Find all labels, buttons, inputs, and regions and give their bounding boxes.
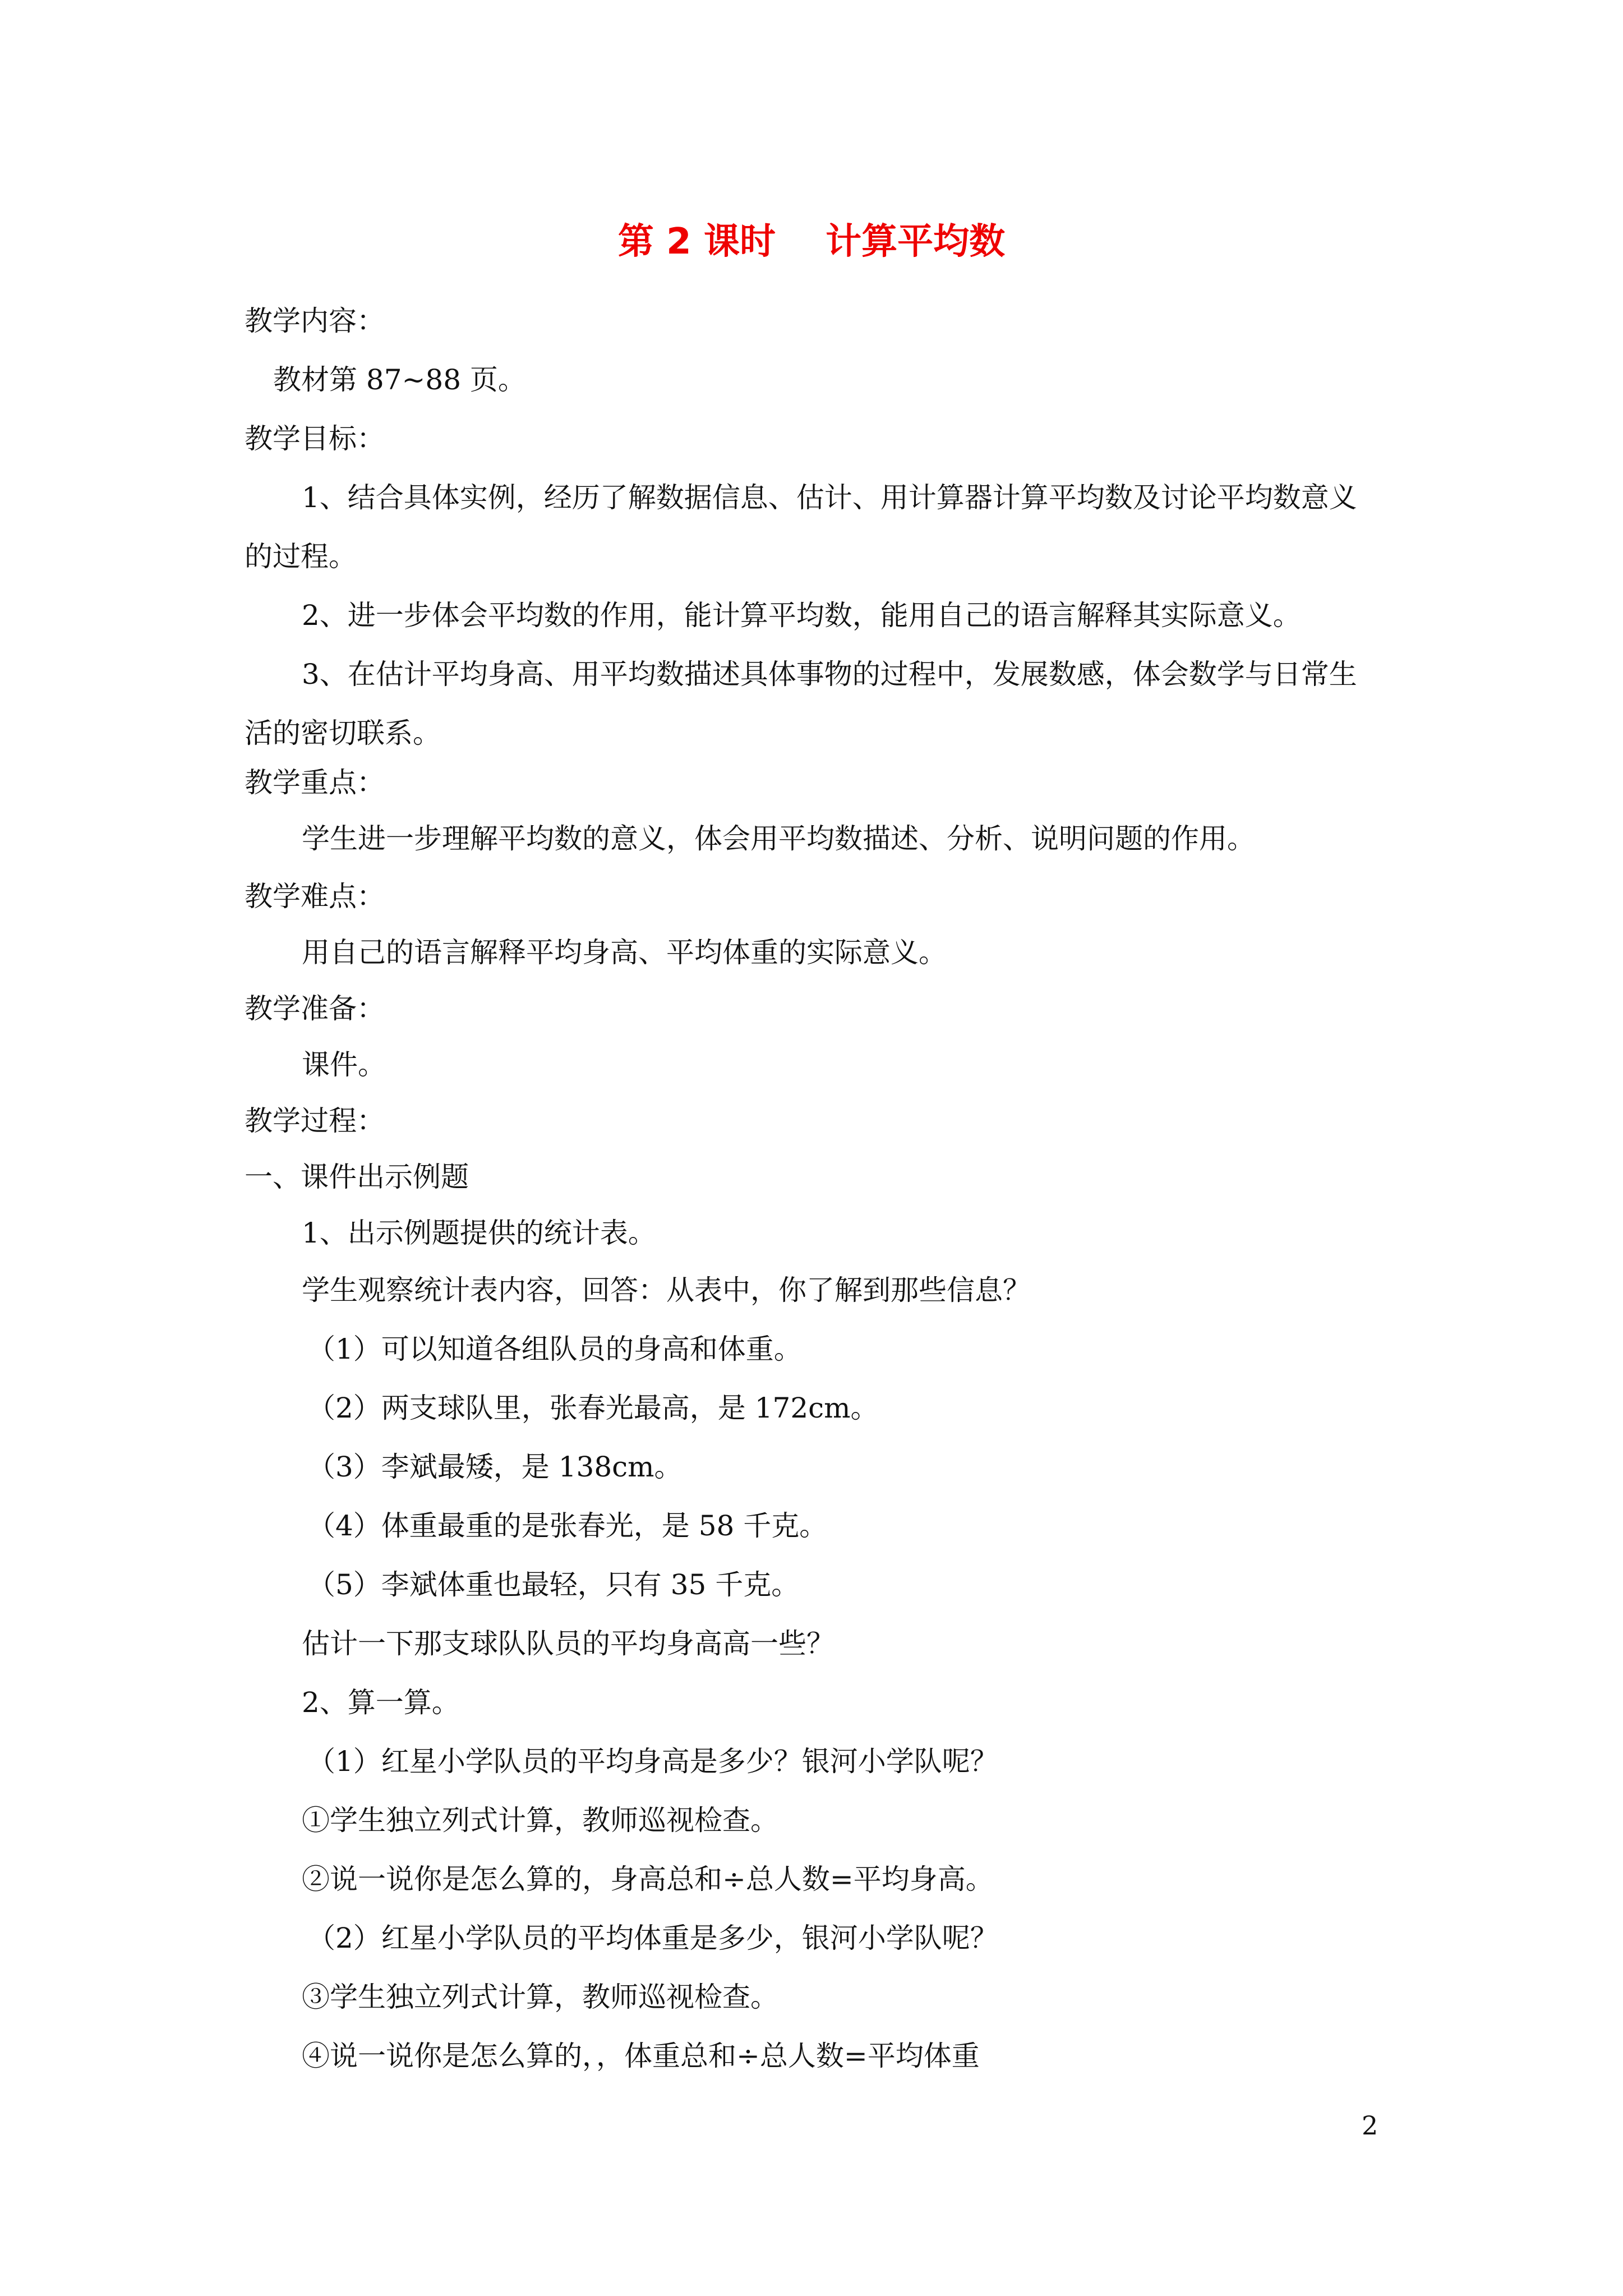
sub-question-2: （2）红星小学队员的平均体重是多少，银河小学队呢？ [307, 1922, 998, 1954]
key-points-text: 学生进一步理解平均数的意义，体会用平均数描述、分析、说明问题的作用。 [302, 822, 1255, 855]
objective-1-continued: 的过程。 [245, 540, 357, 573]
difficulties-text: 用自己的语言解释平均身高、平均体重的实际意义。 [302, 936, 947, 969]
process-question: 学生观察统计表内容，回答：从表中，你了解到那些信息？ [302, 1274, 1031, 1306]
section-heading-content: 教学内容： [245, 305, 385, 337]
process-item-1: 1、出示例题提供的统计表。 [302, 1217, 656, 1249]
objective-2: 2、进一步体会平均数的作用，能计算平均数，能用自己的语言解释其实际意义。 [302, 599, 1301, 632]
step-circle-3: ③学生独立列式计算，教师巡视检查。 [302, 1981, 778, 2013]
lesson-title: 第 2 课时 计算平均数 [617, 221, 1006, 263]
step-circle-1: ①学生独立列式计算，教师巡视检查。 [302, 1804, 778, 1837]
process-item-2: 2、算一算。 [302, 1686, 460, 1719]
preparation-text: 课件。 [302, 1048, 386, 1081]
answer-3: （3）李斌最矮，是 138cm。 [307, 1451, 683, 1483]
section-heading-preparation: 教学准备： [245, 992, 385, 1025]
section-heading-difficulties: 教学难点： [245, 880, 385, 913]
page-number: 2 [1362, 2110, 1378, 2141]
section-heading-process: 教学过程： [245, 1105, 385, 1137]
section-heading-objectives: 教学目标： [245, 422, 385, 455]
objective-3-continued: 活的密切联系。 [245, 717, 441, 749]
objective-1: 1、结合具体实例，经历了解数据信息、估计、用计算器计算平均数及讨论平均数意义 [302, 481, 1357, 514]
estimate-question: 估计一下那支球队队员的平均身高高一些？ [302, 1627, 834, 1660]
sub-question-1: （1）红星小学队员的平均身高是多少？银河小学队呢？ [307, 1745, 998, 1778]
section-heading-key-points: 教学重点： [245, 766, 385, 799]
content-text: 教材第 87~88 页。 [273, 364, 526, 396]
answer-5: （5）李斌体重也最轻，只有 35 千克。 [307, 1568, 800, 1601]
objective-3: 3、在估计平均身高、用平均数描述具体事物的过程中，发展数感，体会数学与日常生 [302, 658, 1357, 691]
step-circle-2: ②说一说你是怎么算的，身高总和÷总人数=平均身高。 [302, 1863, 994, 1895]
step-circle-4: ④说一说你是怎么算的，，体重总和÷总人数=平均体重 [302, 2040, 980, 2072]
answer-4: （4）体重最重的是张春光，是 58 千克。 [307, 1510, 828, 1542]
process-step-heading: 一、课件出示例题 [245, 1161, 469, 1193]
answer-2: （2）两支球队里，张春光最高，是 172cm。 [307, 1392, 879, 1424]
answer-1: （1）可以知道各组队员的身高和体重。 [307, 1333, 802, 1365]
